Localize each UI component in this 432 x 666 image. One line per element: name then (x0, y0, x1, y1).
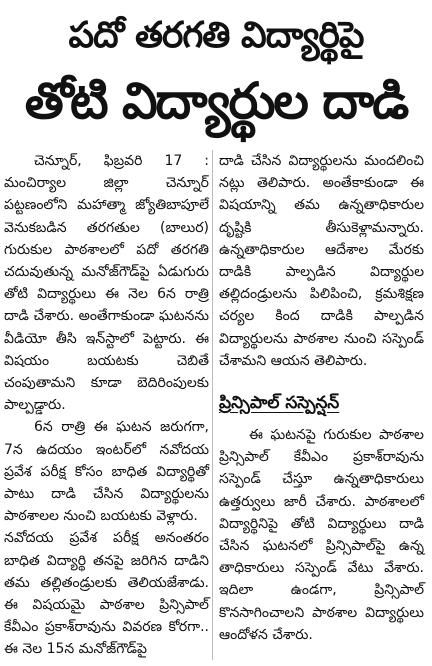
body-paragraph: ఈ ఘటనపై గురుకుల పాఠశాల ప్రిన్సిపాల్ కేవీఎం ప్రకాశ్‌రావును సస్పెండ్ చేస్తూ ఉన్నతాధికారులు ఉత్తర్వులు జారీ చేశారు. పాఠశాలలో విద్యార్థినిపై తోటి విద్యార్థులు దాడి చేసిన ఘటనలో ప్రిన్సిపాల్‌పై ఉన్న తాధికారులు సస్పెండ్ వేటు వేశారు. ఇదిలా ఉండగా, ప్రిన్సిపాల్ కొనసాగించాలని పాఠశాల విద్యార్థులు ఆందోళన చేశారు. (219, 427, 424, 643)
body-paragraph: చెన్నూర్, ఫిబ్రవరి 17 : మంచిర్యాల జిల్లా చెన్నూర్ పట్టణంలోని మహాత్మా జ్యోతిబాపూలే వెనుకబడిన తరగతుల (బాలుర) గురుకుల పాఠశాలలో పదో తరగతి చదువుతున్న మనోజ్‌గౌడ్‌పై ఏడుగురు తోటి విద్యార్థులు ఈ నెల 6న రాత్రి దాడి చేశారు. అంతేగాకుండా ఘటనను వీడియో తీసి ఇన్‌స్టాలో పెట్టారు. ఈ విషయం బయటకు చెబితే చంపుతామని కూడా బెదిరింపులకు పాల్పడ్డారు. (4, 153, 209, 414)
right-column (219, 150, 424, 646)
body-paragraph: దాడి చేసిన విద్యార్థులను మందలించి నట్లు తెలిపారు. అంతేకాకుండా ఈ విషయాన్ని తమ ఉన్నతాధికారుల దృష్టికి తీసుకెళ్లామన్నారు. ఉన్నతాధికారుల ఆదేశాల మేరకు దాడికి పాల్పడిన విద్యార్థుల తల్లిదండ్రులను పిలిపించి, క్రమశిక్షణ చర్యల కింద దాడికి పాల్పడిన విద్యార్థులను పాఠశాల నుంచి సస్పెండ్ చేశామని ఆయన తెలిపారు. (219, 153, 424, 369)
article-headline: తోటి విద్యార్థుల దాడి (24, 72, 408, 130)
section-subheading: ప్రిన్సిపాల్ సస్పెన్షన్ (219, 393, 340, 414)
body-paragraph: 6న రాత్రి ఈ ఘటన జరుగగా, 7న ఉదయం ఇంటర్‌లో నవోదయ ప్రవేశ పరీక్ష కోసం బాధిత విద్యార్థితో పాటు దాడి చేసిన విద్యార్థులను పాఠశాలల నుంచి బయటకు వెళ్లారు. (4, 419, 209, 525)
body-paragraph: నవోదయ ప్రవేశ పరీక్ష అనంతరం బాధిత విద్యార్థి తనపై జరిగిన దాడిని తమ తల్లితండ్రులకు తెలియజేశాడు. ఈ విషయమై పాఠశాల ప్రిన్సిపాల్ కేవీఎం ప్రకాశ్‌రావును వివరణ కోరగా.. ఈ నెల 15న మనోజ్‌గౌడ్‌పై (4, 530, 209, 658)
left-column (4, 150, 209, 661)
article-kicker: పదో తరగతి విద్యార్థిపై (68, 15, 364, 56)
column-divider (212, 150, 213, 660)
